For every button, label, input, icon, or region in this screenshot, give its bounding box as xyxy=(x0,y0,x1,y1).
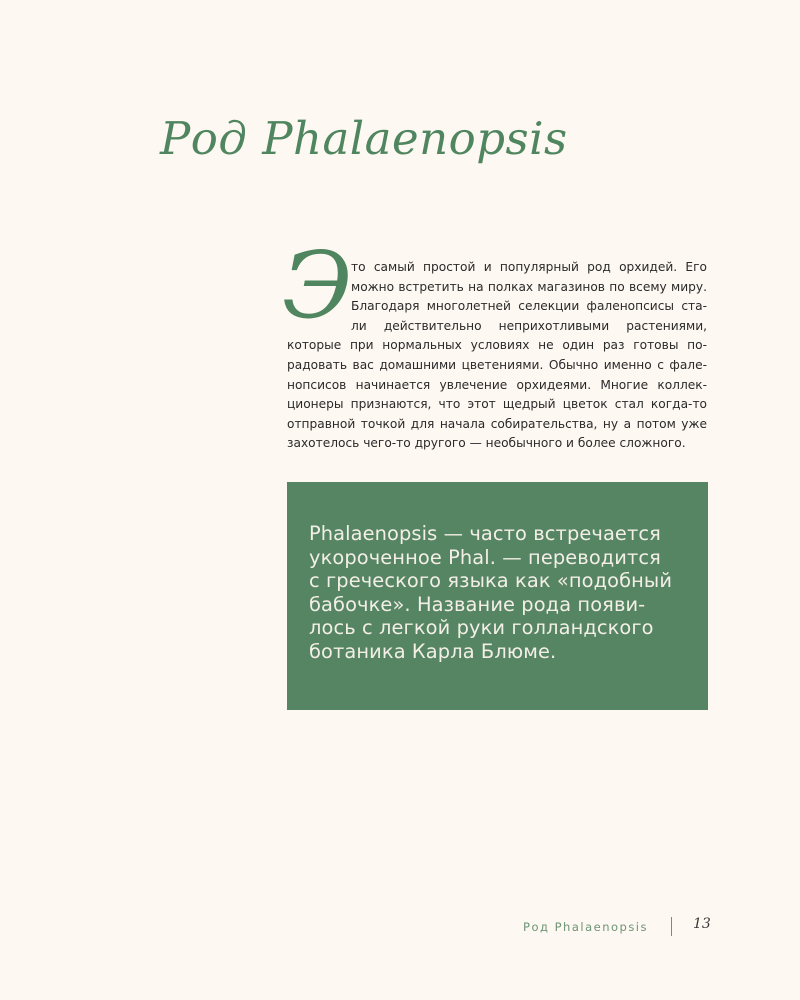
callout-text xyxy=(309,522,689,664)
body-paragraph xyxy=(287,258,707,454)
page-title: Род Phalaenopsis xyxy=(160,112,568,165)
callout-line: лось с легкой руки голландского xyxy=(309,616,654,640)
page-number: 13 xyxy=(693,916,711,932)
footer-running-title: Род Phalaenopsis xyxy=(523,920,648,934)
footer-divider xyxy=(671,917,672,936)
paragraph-line: ционеры признаются, что этот щедрый цветок стал когда-то xyxy=(287,397,707,412)
paragraph-line: нопсисов начинается увлечение орхидеями. Многие коллек- xyxy=(287,377,707,392)
paragraph-line: Благодаря многолетней селекции фаленопсисы ста- xyxy=(351,299,707,314)
paragraph-line: отправной точкой для начала собирательства, ну а потом уже xyxy=(287,416,707,431)
paragraph-line: захотелось чего-то другого — необычного и более сложного. xyxy=(287,436,686,451)
callout-box xyxy=(287,482,708,710)
paragraph-line: то самый простой и популярный род орхидей. Его xyxy=(351,260,707,274)
paragraph-line: радовать вас домашними цветениями. Обычно именно с фале- xyxy=(287,357,707,372)
callout-line: бабочке». Название рода появи- xyxy=(309,592,646,616)
paragraph-line: ли действительно неприхотливыми растениями, xyxy=(351,318,707,333)
paragraph-line: можно встретить на полках магазинов по всему миру. xyxy=(351,279,707,294)
paragraph-line: которые при нормальных условиях не один раз готовы по- xyxy=(287,338,707,353)
drop-cap: Э xyxy=(282,232,353,339)
callout-line: ботаника Карла Блюме. xyxy=(309,639,557,663)
callout-line: укороченное Phal. — переводится xyxy=(309,545,661,569)
callout-line: Phalaenopsis — часто встречается xyxy=(309,522,661,545)
callout-line: с греческого языка как «подобный xyxy=(309,569,673,593)
